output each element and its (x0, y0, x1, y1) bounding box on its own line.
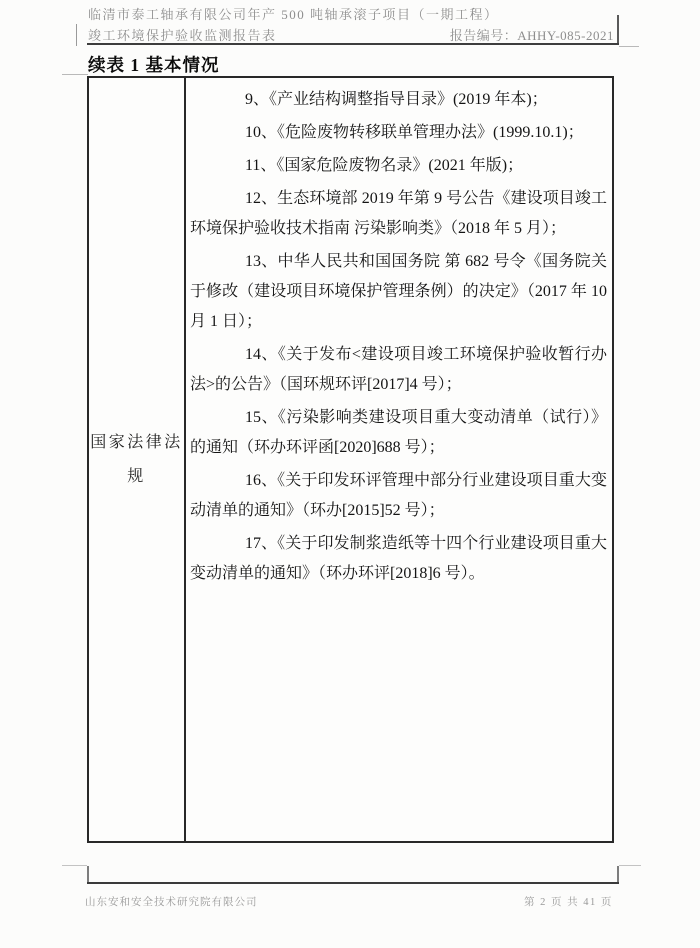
basic-info-table (87, 76, 614, 843)
footer-left-tick (87, 866, 89, 882)
header-right-tick (617, 15, 619, 44)
row-label-national-laws: 国家法律法规 (90, 433, 183, 485)
law-item-17: 17、《关于印发制浆造纸等十四个行业建设项目重大变动清单的通知》（环办环评[2018]6 号）。 (190, 535, 607, 582)
footer-company-name: 山东安和安全技术研究院有限公司 (85, 897, 258, 908)
law-item-11: 11、《国家危险废物名录》(2021 年版)； (245, 157, 524, 174)
law-item-14: 14、《关于发布<建设项目竣工环境保护验收暂行办法>的公告》（国环规环评[2017]4 号）； (190, 346, 607, 393)
header-right-scan-artifact (619, 46, 639, 47)
footer-left-scan-artifact (62, 865, 87, 866)
header-project-title: 临清市泰工轴承有限公司年产 500 吨轴承滚子项目（一期工程） (88, 7, 499, 22)
law-item-9: 9、《产业结构调整指导目录》(2019 年本)； (245, 91, 548, 108)
footer-page-number: 第 2 页 共 41 页 (524, 897, 613, 908)
table-content-cell (186, 78, 612, 841)
header-report-number: 报告编号：AHHY-085-2021 (449, 28, 614, 43)
law-item-12: 12、生态环境部 2019 年第 9 号公告《建设项目竣工环境保护验收技术指南 污染影响类》（2018 年 5 月）； (190, 190, 607, 237)
header-doc-type: 竣工环境保护验收监测报告表 (88, 28, 277, 43)
law-item-15: 15、《污染影响类建设项目重大变动清单（试行）》的通知（环办环评函[2020]688 号）； (190, 409, 607, 456)
law-item-10: 10、《危险废物转移联单管理办法》(1999.10.1)； (245, 124, 584, 141)
law-item-16: 16、《关于印发环评管理中部分行业建设项目重大变动清单的通知》（环办[2015]52 号）； (190, 472, 607, 519)
law-item-13: 13、中华人民共和国国务院 第 682 号令《国务院关于修改（建设项目环境保护管理条例）的决定》（2017 年 10 月 1 日）； (190, 253, 607, 330)
footer-right-tick (617, 866, 619, 882)
header-left-scan-artifact (62, 74, 88, 75)
table-row-header-cell (89, 78, 186, 841)
footer-rule (87, 882, 619, 884)
section-title: 续表 1 基本情况 (88, 55, 220, 75)
header-rule (87, 43, 619, 45)
footer-right-scan-artifact (619, 865, 641, 866)
header-left-tick (76, 24, 77, 46)
